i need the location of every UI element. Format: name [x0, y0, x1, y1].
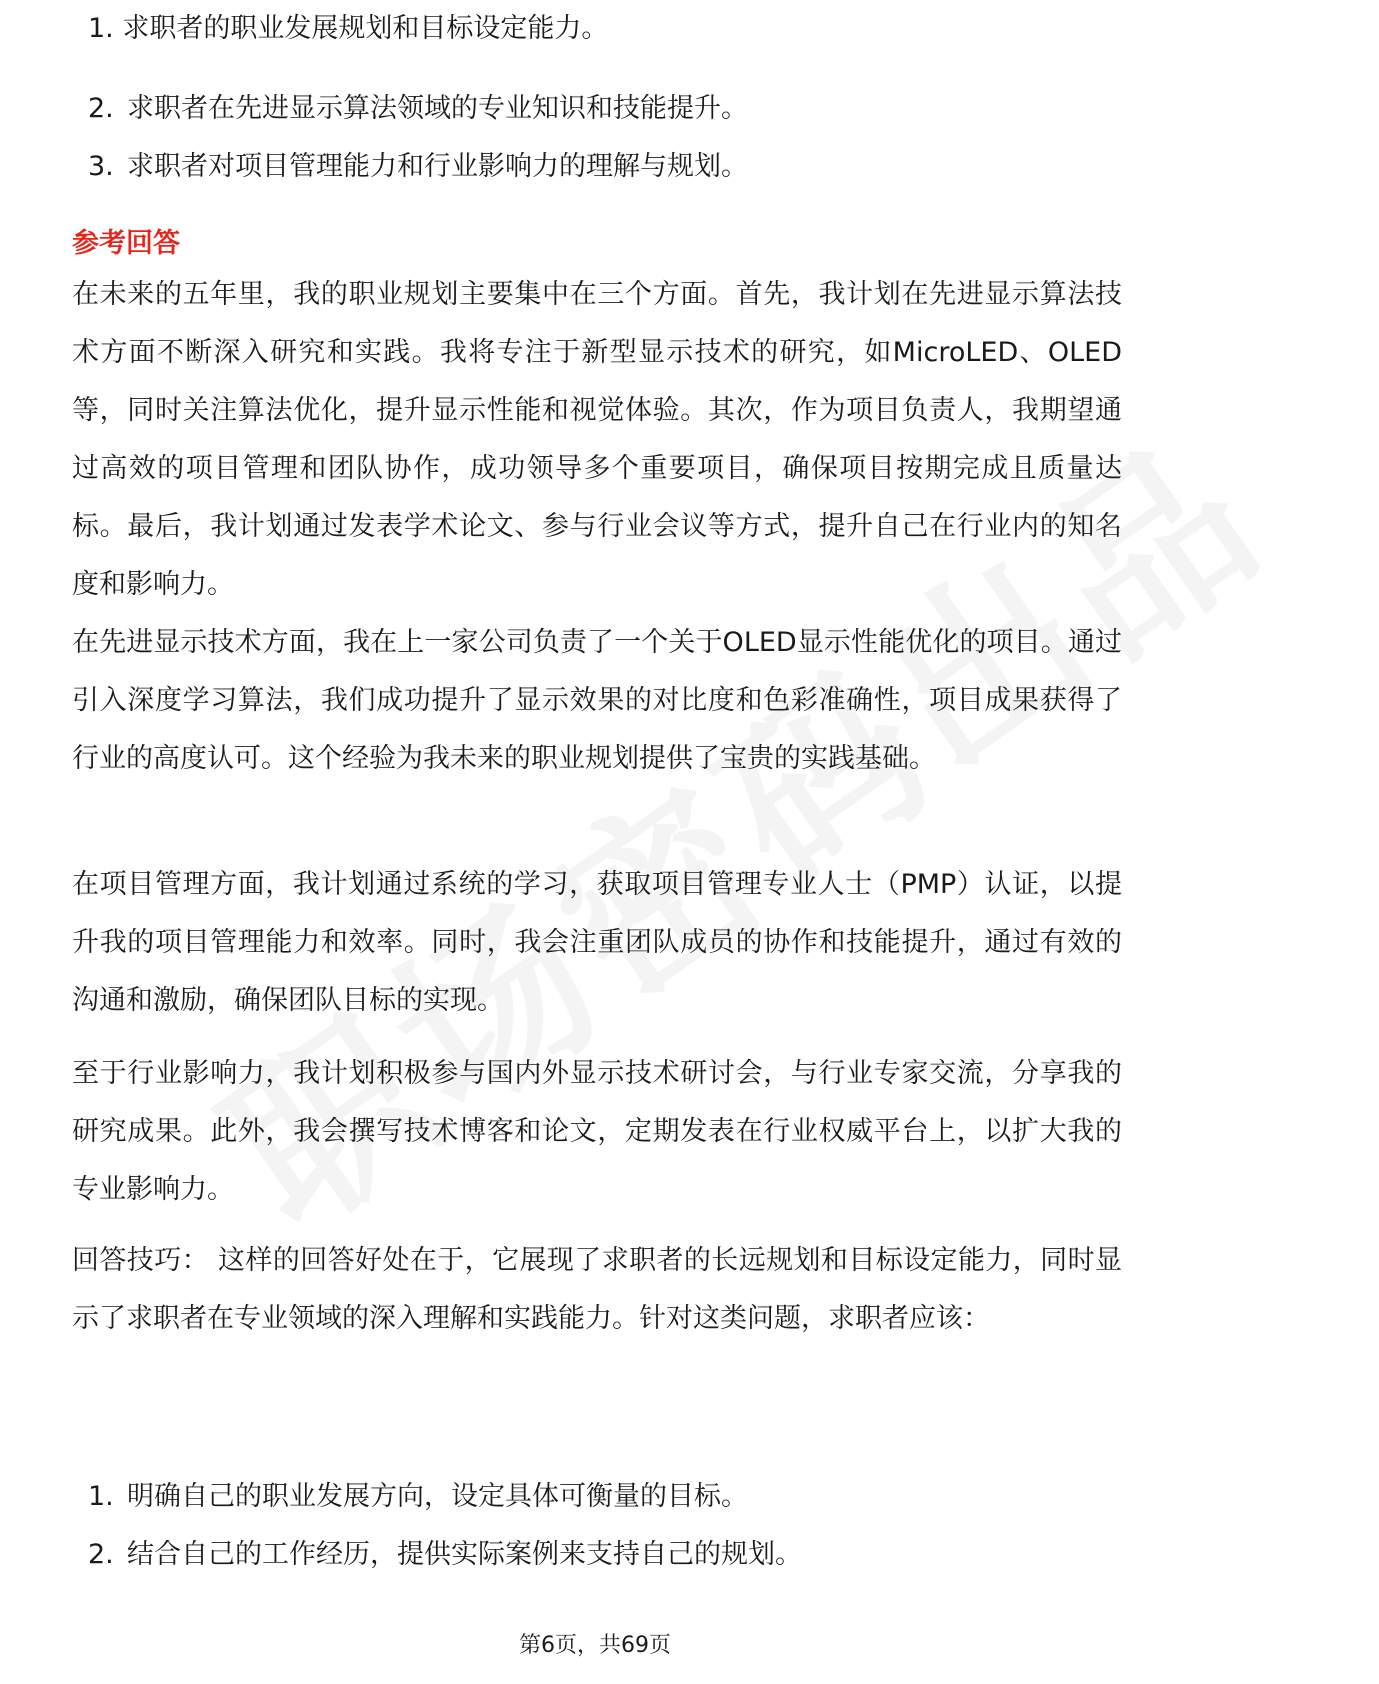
- list-item-text: 明确自己的职业发展方向，设定具体可衡量的目标。: [127, 1481, 748, 1512]
- cutoff-list-item: [88, 13, 609, 50]
- paragraph-project-management: 在项目管理方面，我计划通过系统的学习，获取项目管理专业人士（PMP）认证，以提升我的项目管理能力和效率。同时，我会注重团队成员的协作和技能提升，通过有效的沟通和激励，确保团队目标的实现。: [72, 869, 1122, 1016]
- list-item-text: 求职者在先进显示算法领域的专业知识和技能提升。: [127, 93, 748, 124]
- list-item: [72, 138, 1122, 196]
- section-heading: 参考回答: [72, 228, 180, 259]
- list-item-number: 2.: [88, 1539, 114, 1570]
- list-item-text: 结合自己的工作经历，提供实际案例来支持自己的规划。: [127, 1539, 802, 1570]
- list-item-text: 求职者对项目管理能力和行业影响力的理解与规划。: [127, 151, 748, 182]
- paragraph-answer-tips: 回答技巧： 这样的回答好处在于，它展现了求职者的长远规划和目标设定能力，同时显示了求职者在专业领域的深入理解和实践能力。针对这类问题，求职者应该：: [72, 1245, 1122, 1334]
- list-item: [72, 80, 1122, 138]
- list-item: [72, 1526, 1122, 1584]
- paragraph-oled-experience: 在先进显示技术方面，我在上一家公司负责了一个关于OLED显示性能优化的项目。通过引入深度学习算法，我们成功提升了显示效果的对比度和色彩准确性，项目成果获得了行业的高度认可。这个经验为我未来的职业规划提供了宝贵的实践基础。: [72, 627, 1122, 774]
- paragraph-career-plan: 在未来的五年里，我的职业规划主要集中在三个方面。首先，我计划在先进显示算法技术方面不断深入研究和实践。我将专注于新型显示技术的研究，如MicroLED、OLED等，同时关注算法优化，提升显示性能和视觉体验。其次，作为项目负责人，我期望通过高效的项目管理和团队协作，成功领导多个重要项目，确保项目按期完成且质量达标。最后，我计划通过发表学术论文、参与行业会议等方式，提升自己在行业内的知名度和影响力。: [72, 279, 1122, 600]
- list-item-number: 1.: [88, 1481, 114, 1512]
- list-item-number: 2.: [88, 93, 114, 124]
- list-item-number: 3.: [88, 151, 114, 182]
- list-item: [72, 1468, 1122, 1526]
- tips-list: [72, 1468, 1122, 1584]
- paragraph-industry-influence: 至于行业影响力，我计划积极参与国内外显示技术研讨会，与行业专家交流，分享我的研究成果。此外，我会撰写技术博客和论文，定期发表在行业权威平台上，以扩大我的专业影响力。: [72, 1058, 1122, 1205]
- top-list: [72, 80, 1122, 196]
- page-number: 第6页，共69页: [519, 1633, 671, 1658]
- cutoff-list-item-text: 1. 求职者的职业发展规划和目标设定能力。: [88, 13, 609, 44]
